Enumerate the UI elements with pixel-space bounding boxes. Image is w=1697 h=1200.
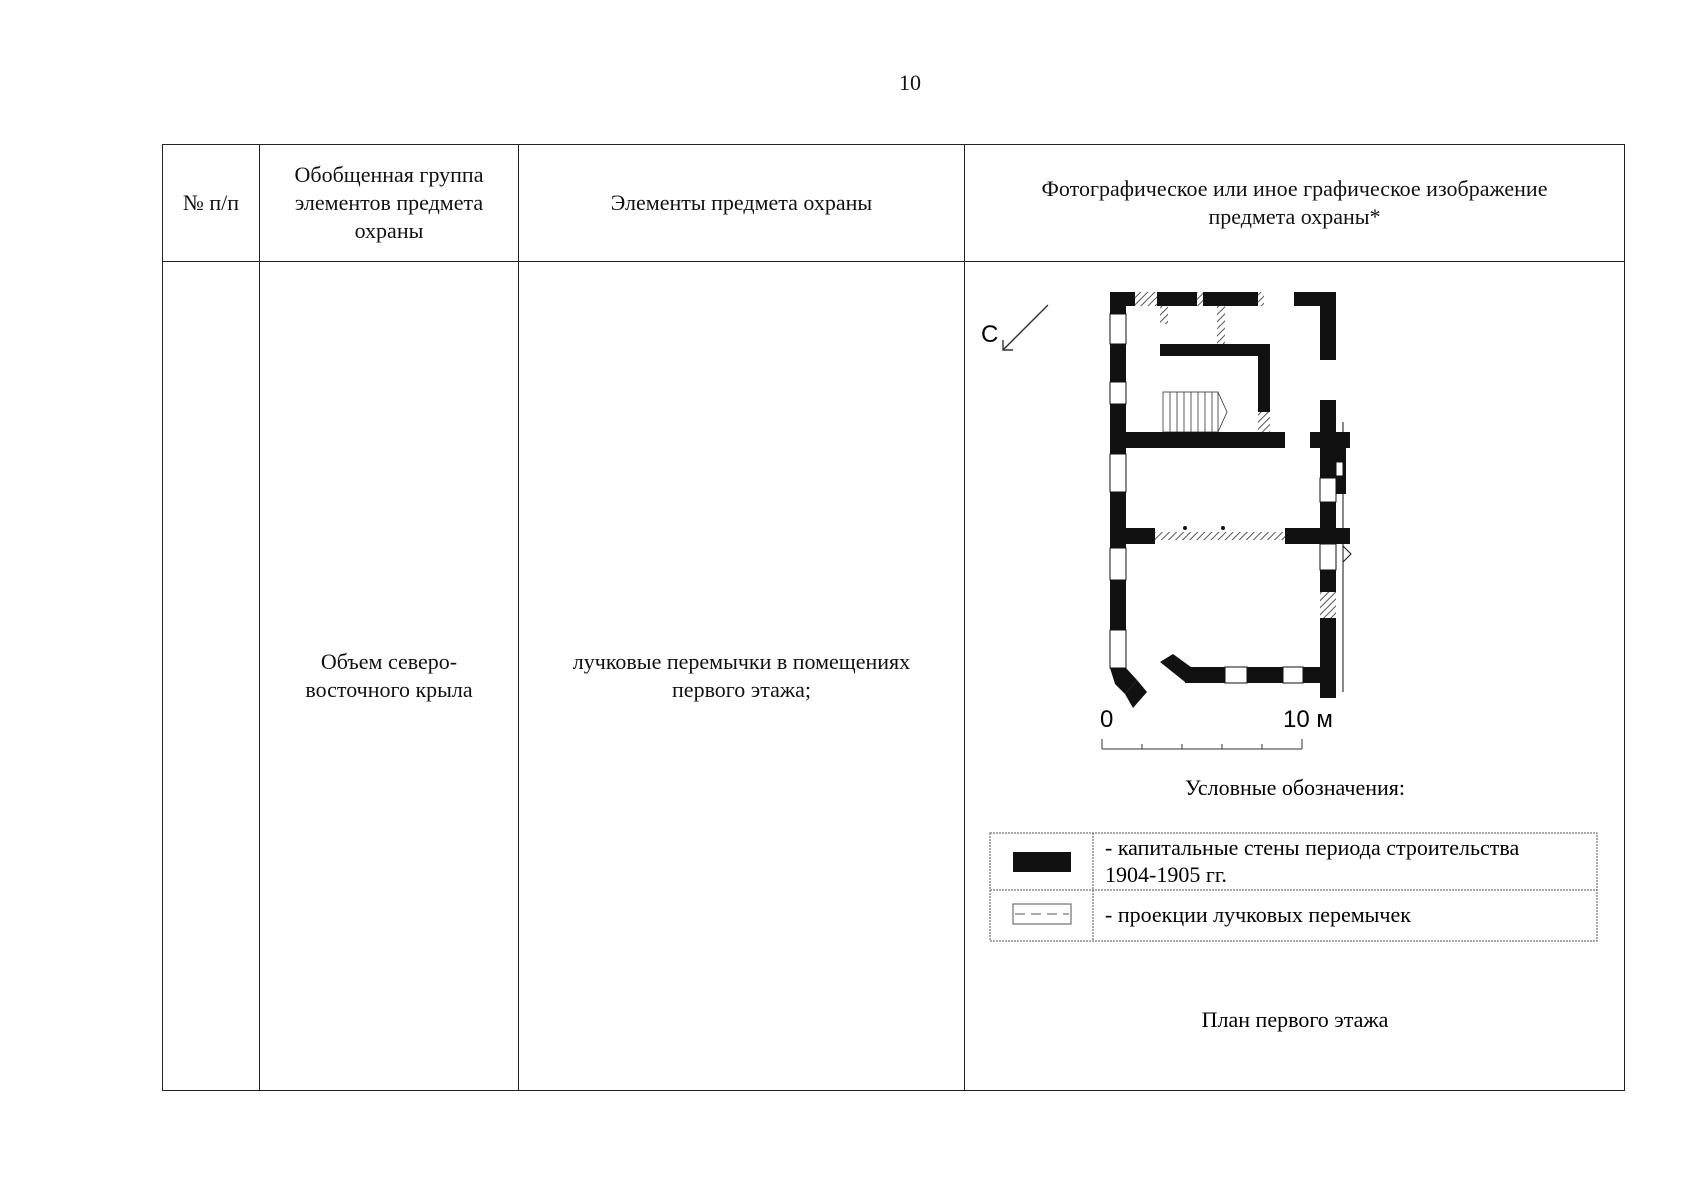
row-image-cell xyxy=(965,262,1625,1091)
legend-title: Условные обозначения: xyxy=(1184,775,1406,800)
page-number: 10 xyxy=(899,70,921,95)
floor-plan-walls xyxy=(1110,292,1351,708)
header-elements: Элементы предмета охраны xyxy=(519,145,965,262)
scale-bar xyxy=(1102,739,1302,749)
row-group: Объем северо-восточного крыла xyxy=(260,262,519,1091)
table-row xyxy=(163,262,1625,1091)
row-num xyxy=(163,262,260,1091)
header-num: № п/п xyxy=(163,145,260,262)
legend-item-1-line1: - капитальные стены периода строительства xyxy=(1105,835,1520,860)
legend-item-2-line1: - проекции лучковых перемычек xyxy=(1105,902,1411,927)
legend-wall-swatch xyxy=(1013,852,1071,872)
protection-table xyxy=(162,144,1625,1091)
row-elements: лучковые перемычки в помещениях первого этажа; xyxy=(519,262,965,1091)
scale-end: 10 м xyxy=(1283,706,1333,733)
header-group: Обобщенная группа элементов предмета охраны xyxy=(260,145,519,262)
legend-item-1-line2: 1904-1905 гг. xyxy=(1105,862,1227,887)
table-header-row xyxy=(163,145,1625,262)
header-image: Фотографическое или иное графическое изображение предмета охраны* xyxy=(965,145,1625,262)
scale-start: 0 xyxy=(1100,706,1114,733)
floor-plan-drawing xyxy=(965,262,1625,1090)
legend-lintel-swatch xyxy=(1013,904,1071,924)
north-label: С xyxy=(981,321,999,348)
north-arrow-icon xyxy=(1003,305,1048,350)
drawing-caption: План первого этажа xyxy=(1201,1007,1389,1032)
